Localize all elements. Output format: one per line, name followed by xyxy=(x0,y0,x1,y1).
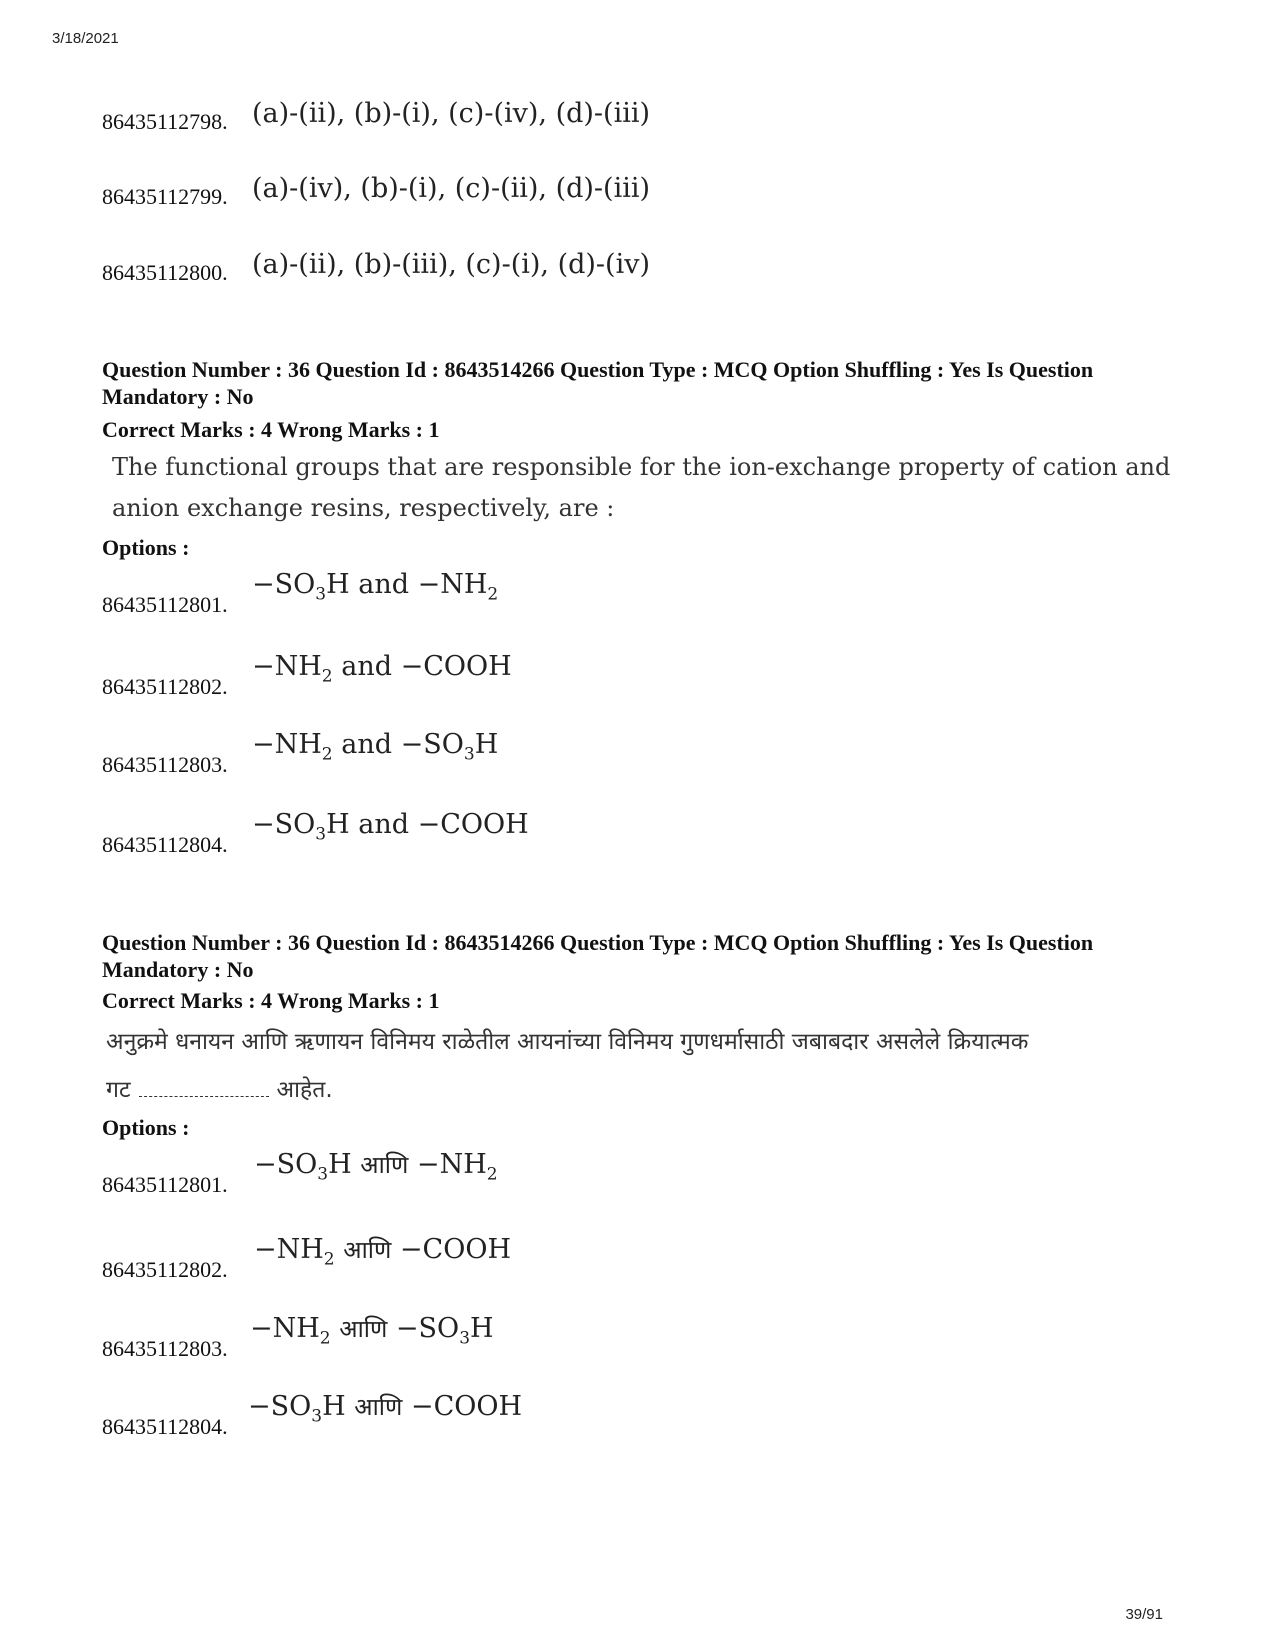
question-text: The functional groups that are responsible for the ion-exchange property of cation and anion exchange resins, respectively, are : xyxy=(112,453,1171,522)
option-text: (a)-(ii), (b)-(iii), (c)-(i), (d)-(iv) xyxy=(252,249,651,280)
question-header: Question Number : 36 Question Id : 8643514266 Question Type : MCQ Option Shuffling : Yes Is Question Mandatory : No xyxy=(102,357,1094,409)
option-formula: $-SO_3H$ आणि −COOH xyxy=(248,1390,523,1426)
option-formula: $-NH_2$ आणि −COOH xyxy=(254,1233,512,1269)
option-formula: $-SO_3H$ आणि $-NH_2$ xyxy=(254,1148,498,1184)
option-id: 86435112804. xyxy=(102,832,228,857)
question-marks: Correct Marks : 4 Wrong Marks : 1 xyxy=(102,988,440,1013)
options-label: Options : xyxy=(102,535,190,560)
option-formula: $-NH_2$ and $-SO_3H$ xyxy=(252,728,499,764)
option-formula: $-NH_2$ and −COOH xyxy=(252,650,512,686)
option-id: 86435112800. xyxy=(102,260,228,285)
print-date: 3/18/2021 xyxy=(52,30,119,47)
option-id: 86435112801. xyxy=(102,1172,228,1197)
option-formula: $-SO_3H$ and −COOH xyxy=(252,808,529,844)
option-formula: $-NH_2$ आणि $-SO_3H$ xyxy=(250,1312,494,1348)
option-id: 86435112802. xyxy=(102,1257,228,1282)
option-id: 86435112799. xyxy=(102,184,228,209)
option-formula: $-SO_3H$ and $-NH_2$ xyxy=(252,568,499,604)
question-text-line: अनुक्रमे धनायन आणि ऋणायन विनिमय राळेतील आयनांच्या विनिमय गुणधर्मासाठी जबाबदार असलेले क्रियात्मक xyxy=(106,1029,1029,1055)
option-id: 86435112803. xyxy=(102,1336,228,1361)
page-number: 39/91 xyxy=(1125,1606,1163,1623)
question-header: Question Number : 36 Question Id : 8643514266 Question Type : MCQ Option Shuffling : Yes Is Question Mandatory : No xyxy=(102,930,1094,982)
option-text: (a)-(iv), (b)-(i), (c)-(ii), (d)-(iii) xyxy=(252,173,651,204)
option-id: 86435112801. xyxy=(102,592,228,617)
option-id: 86435112798. xyxy=(102,109,228,134)
options-label: Options : xyxy=(102,1115,190,1140)
answer-blank xyxy=(139,1095,269,1097)
option-id: 86435112804. xyxy=(102,1414,228,1439)
option-id: 86435112803. xyxy=(102,752,228,777)
question-text-marathi xyxy=(106,1018,1216,1114)
option-text: (a)-(ii), (b)-(i), (c)-(iv), (d)-(iii) xyxy=(252,98,651,129)
option-id: 86435112802. xyxy=(102,674,228,699)
question-text-line: गट आहेत. xyxy=(106,1077,333,1103)
question-marks: Correct Marks : 4 Wrong Marks : 1 xyxy=(102,417,440,442)
